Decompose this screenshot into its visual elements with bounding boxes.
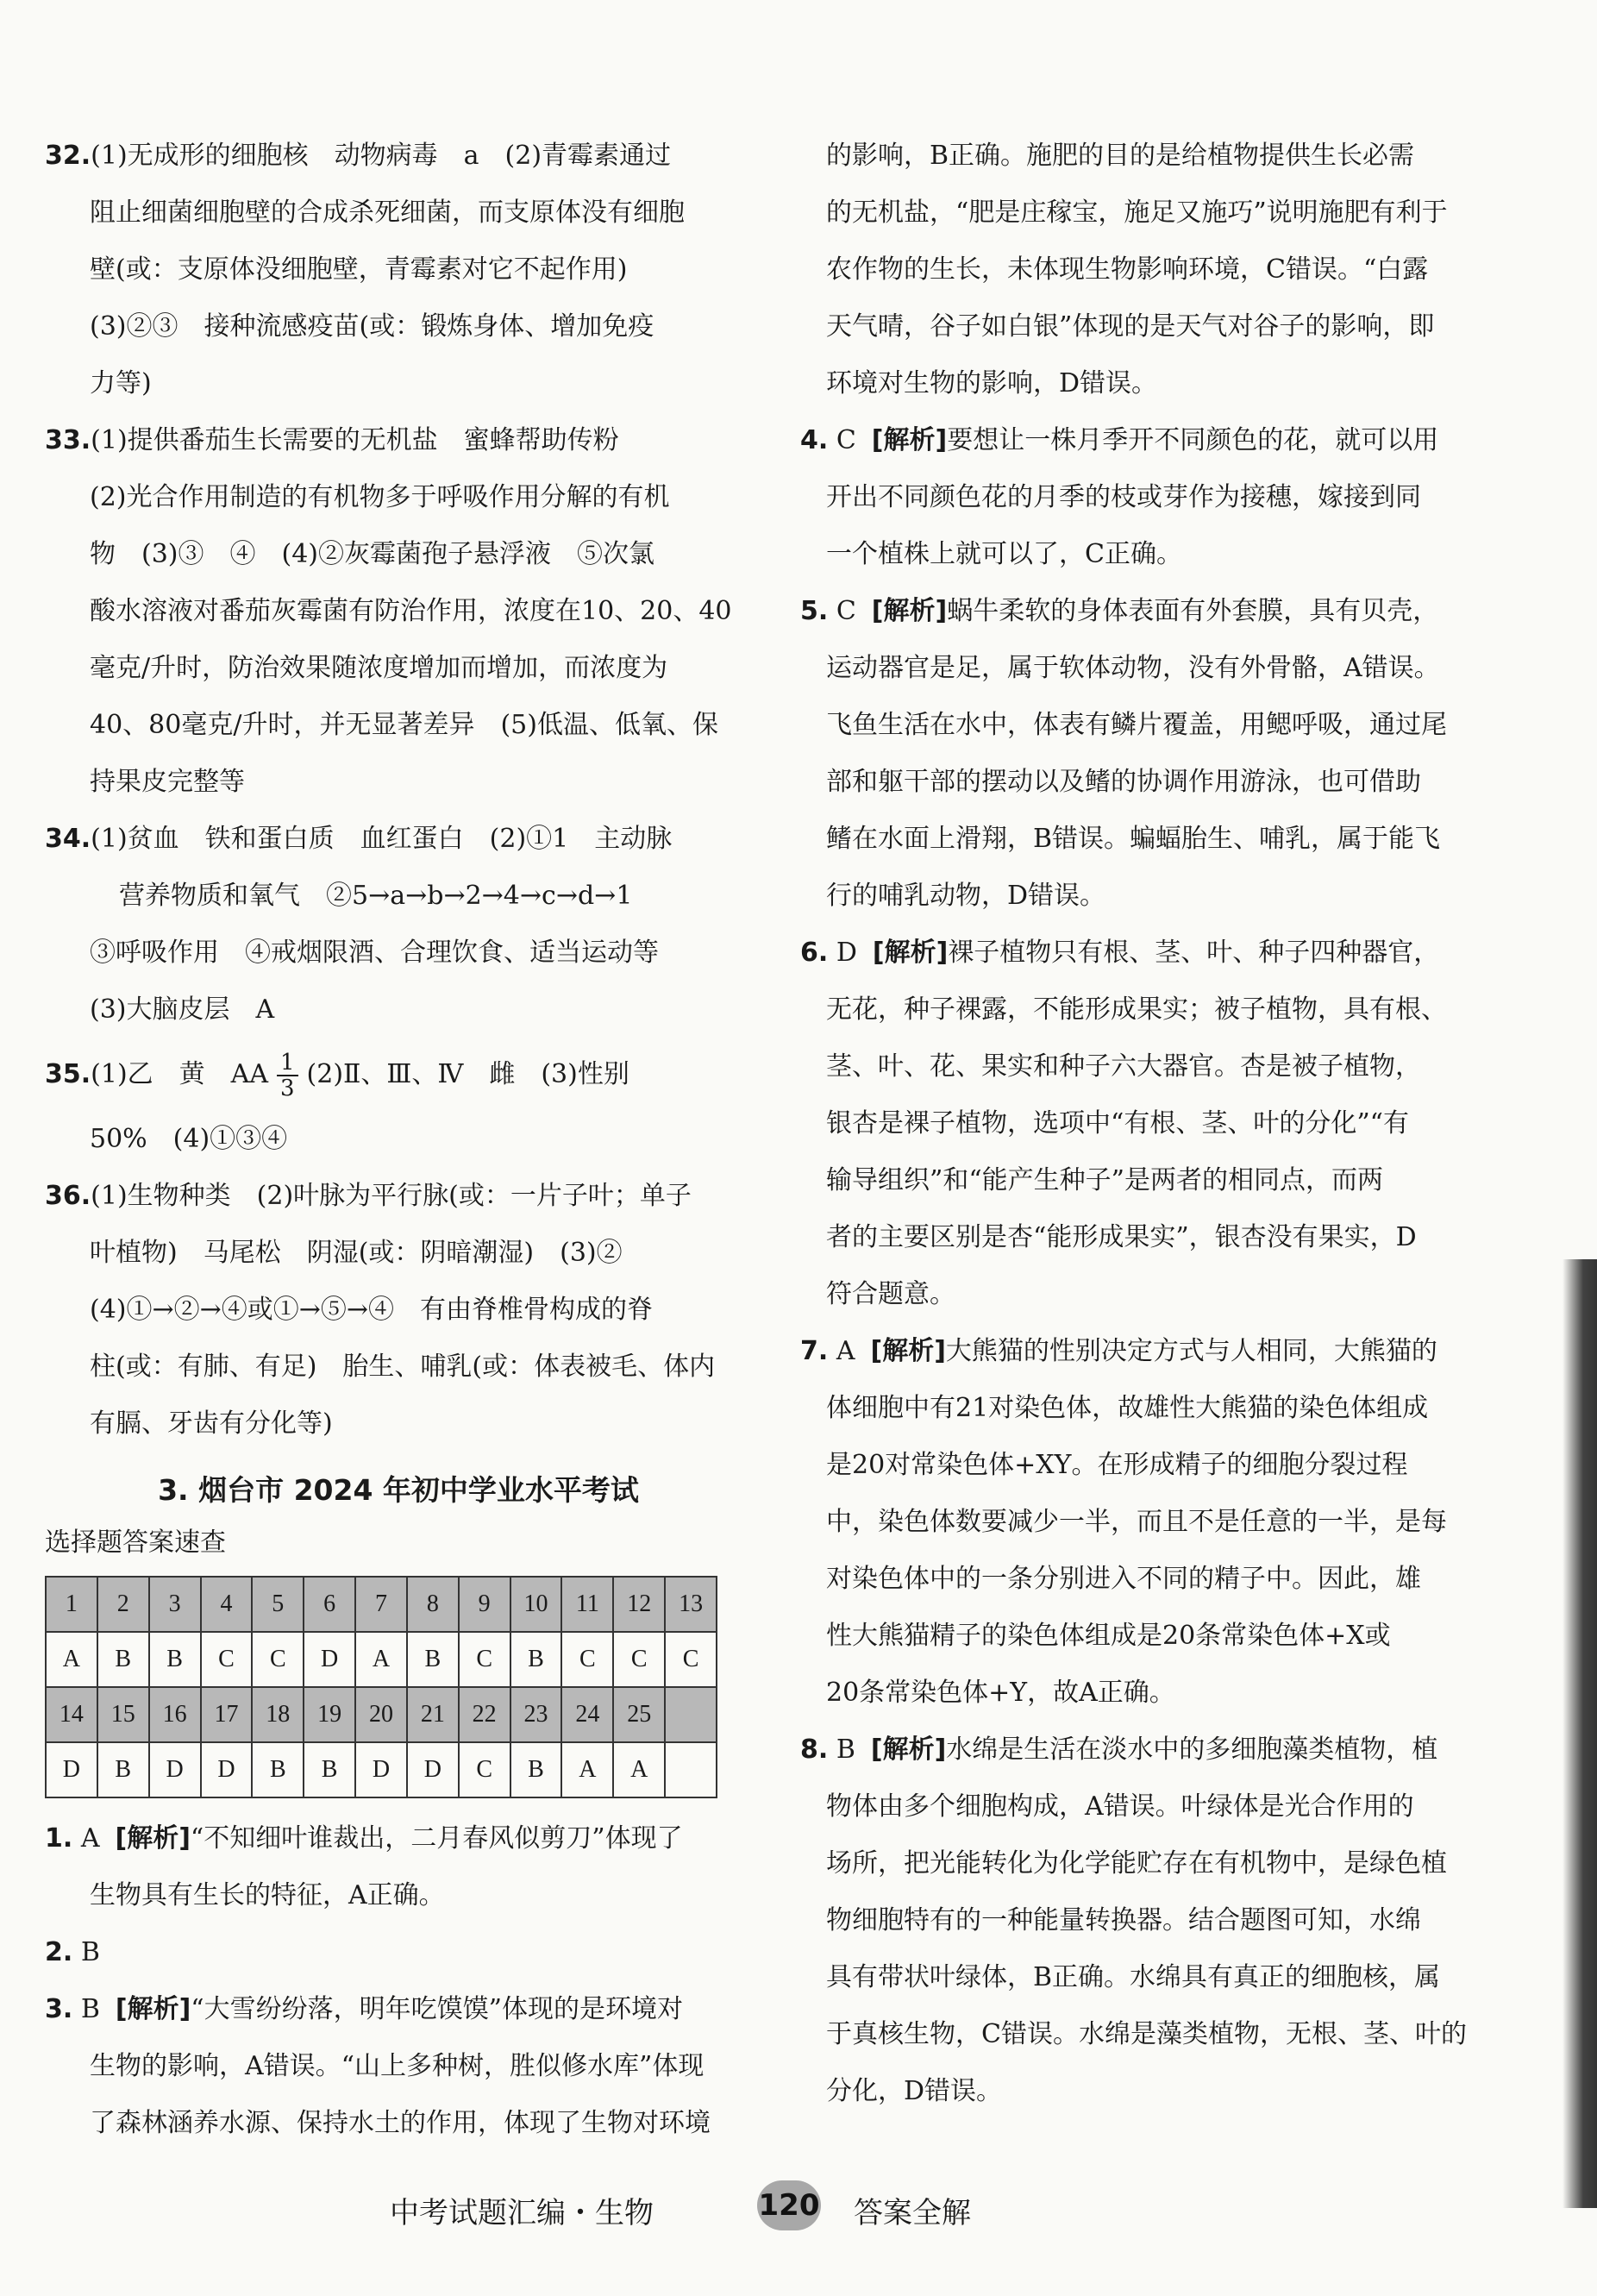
explanation-line: 无花，种子裸露，不能形成果实；被子植物，具有根、 xyxy=(826,994,1447,1025)
answer-32 xyxy=(45,128,752,412)
table-cell: C xyxy=(665,1632,717,1687)
table-cell: 7 xyxy=(355,1577,407,1632)
answer-line: 柱(或：有肺、有足) 胎生、哺乳(或：体表被毛、体内 xyxy=(90,1352,716,1382)
explanation-6 xyxy=(800,925,1507,1323)
explanation-line: 场所，把光能转化为化学能贮存在有机物中，是绿色植 xyxy=(826,1848,1447,1879)
explanation-line: 开出不同颜色花的月季的枝或芽作为接穗，嫁接到同 xyxy=(826,482,1421,512)
table-cell: 6 xyxy=(304,1577,355,1632)
explanation-line: 农作物的生长，未体现生物影响环境，C错误。“白露 xyxy=(826,254,1429,285)
table-cell: B xyxy=(510,1742,562,1797)
answer-line: (1)生物种类 (2)叶脉为平行脉(或：一片子叶；单子 xyxy=(91,1181,692,1211)
question-number: 6. xyxy=(800,938,829,968)
table-row xyxy=(46,1687,717,1742)
answer-line: (1)乙 黄 AA xyxy=(91,1059,268,1089)
table-cell: D xyxy=(407,1742,459,1797)
answer-line: 阻止细菌细胞壁的合成杀死细菌，而支原体没有细胞 xyxy=(90,198,685,228)
table-cell: D xyxy=(149,1742,201,1797)
table-cell: 24 xyxy=(561,1687,613,1742)
analysis-tag: [解析] xyxy=(872,938,949,968)
table-cell: 18 xyxy=(252,1687,304,1742)
answer-line: 50% (4)①③④ xyxy=(90,1124,288,1154)
table-cell: A xyxy=(355,1632,407,1687)
table-cell: 9 xyxy=(459,1577,510,1632)
table-cell: 3 xyxy=(149,1577,201,1632)
table-cell: C xyxy=(459,1632,510,1687)
explanation-1 xyxy=(45,1810,752,1924)
answer-line: (1)提供番茄生长需要的无机盐 蜜蜂帮助传粉 xyxy=(91,425,619,455)
analysis-tag: [解析] xyxy=(870,1735,947,1765)
section-title: 3. 烟台市 2024 年初中学业水平考试 xyxy=(158,1473,639,1507)
answer-line: 毫克/升时，防治效果随浓度增加而增加，而浓度为 xyxy=(90,653,668,683)
table-cell: 21 xyxy=(407,1687,459,1742)
answer-line: 叶植物) 马尾松 阴湿(或：阴暗潮湿) (3)② xyxy=(90,1238,623,1268)
page-edge-shadow xyxy=(1563,1259,1597,2208)
answer-table xyxy=(45,1576,717,1798)
table-cell: A xyxy=(613,1742,665,1797)
answer-line: 力等) xyxy=(90,368,152,398)
analysis-tag: [解析] xyxy=(115,1994,191,2024)
explanation-8 xyxy=(800,1722,1507,2120)
answer-choice: A xyxy=(80,1823,100,1854)
table-cell: C xyxy=(613,1632,665,1687)
explanation-line: 飞鱼生活在水中，体表有鳞片覆盖，用鳃呼吸，通过尾 xyxy=(826,710,1447,740)
footer-book-title: 中考试题汇编・生物 xyxy=(390,2196,654,2230)
answer-line: 壁(或：支原体没细胞壁，青霉素对它不起作用) xyxy=(90,254,628,285)
analysis-tag: [解析] xyxy=(871,425,948,455)
table-cell: C xyxy=(252,1632,304,1687)
table-cell: 10 xyxy=(510,1577,562,1632)
explanation-line: 要想让一株月季开不同颜色的花，就可以用 xyxy=(947,425,1439,455)
table-cell: D xyxy=(304,1632,355,1687)
explanation-line: 银杏是裸子植物，选项中“有根、茎、叶的分化”“有 xyxy=(826,1108,1410,1139)
table-cell: 15 xyxy=(97,1687,149,1742)
explanation-2 xyxy=(45,1924,752,1981)
answer-choice: B xyxy=(836,1735,855,1765)
explanation-line: 生物具有生长的特征，A正确。 xyxy=(90,1880,445,1910)
table-cell: 22 xyxy=(459,1687,510,1742)
fraction xyxy=(277,1051,298,1101)
explanation-line: 天气晴，谷子如白银”体现的是天气对谷子的影响，即 xyxy=(826,311,1435,342)
footer-section-label: 答案全解 xyxy=(854,2196,971,2230)
question-number: 2. xyxy=(45,1937,73,1967)
question-number: 32. xyxy=(45,141,91,171)
answer-line: 酸水溶液对番茄灰霉菌有防治作用，浓度在10、20、40 xyxy=(90,596,732,626)
table-cell: D xyxy=(355,1742,407,1797)
left-column xyxy=(45,128,752,2152)
answer-choice: C xyxy=(836,425,856,455)
question-number: 8. xyxy=(800,1735,829,1765)
explanation-line: 茎、叶、花、果实和种子六大器官。杏是被子植物， xyxy=(826,1051,1421,1082)
explanation-line: 蜗牛柔软的身体表面有外套膜，具有贝壳， xyxy=(947,596,1439,626)
explanation-line: 物细胞特有的一种能量转换器。结合题图可知，水绵 xyxy=(826,1905,1421,1935)
table-cell-empty xyxy=(665,1687,717,1742)
section-subtitle: 选择题答案速查 xyxy=(45,1528,226,1558)
explanation-line: “不知细叶谁裁出，二月春风似剪刀”体现了 xyxy=(190,1823,683,1854)
explanation-line: 物体由多个细胞构成，A错误。叶绿体是光合作用的 xyxy=(826,1791,1414,1822)
explanation-line: 的影响，B正确。施肥的目的是给植物提供生长必需 xyxy=(826,141,1415,171)
explanation-line: 者的主要区别是杏“能形成果实”，银杏没有果实，D xyxy=(826,1222,1417,1252)
answer-33 xyxy=(45,412,752,811)
analysis-tag: [解析] xyxy=(870,1336,946,1366)
explanation-line: 裸子植物只有根、茎、叶、种子四种器官， xyxy=(948,938,1440,968)
question-number: 5. xyxy=(800,596,829,626)
table-cell: B xyxy=(510,1632,562,1687)
table-cell: D xyxy=(46,1742,97,1797)
table-cell: 4 xyxy=(201,1577,253,1632)
table-cell: 25 xyxy=(613,1687,665,1742)
table-cell: B xyxy=(252,1742,304,1797)
table-cell: 11 xyxy=(561,1577,613,1632)
explanation-line: 是20对常染色体+XY。在形成精子的细胞分裂过程 xyxy=(826,1450,1408,1480)
answer-line: ③呼吸作用 ④戒烟限酒、合理饮食、适当运动等 xyxy=(90,938,659,968)
answer-choice: B xyxy=(80,1937,100,1967)
table-row xyxy=(46,1742,717,1797)
answer-34 xyxy=(45,811,752,1038)
answer-line: 持果皮完整等 xyxy=(90,767,245,797)
table-cell: C xyxy=(459,1742,510,1797)
explanation-line: 部和躯干部的摆动以及鳍的协调作用游泳，也可借助 xyxy=(826,767,1421,797)
explanation-3-continued xyxy=(826,128,1507,412)
answer-line: (1)贫血 铁和蛋白质 血红蛋白 (2)①1 主动脉 xyxy=(91,824,673,854)
explanation-line: 的无机盐，“肥是庄稼宝，施足又施巧”说明施肥有利于 xyxy=(826,198,1448,228)
explanation-line: 行的哺乳动物，D错误。 xyxy=(826,881,1106,911)
fraction-denominator: 3 xyxy=(279,1076,295,1101)
explanation-line: 对染色体中的一条分别进入不同的精子中。因此，雄 xyxy=(826,1564,1421,1594)
question-number: 3. xyxy=(45,1994,73,2024)
answer-line: (2)光合作用制造的有机物多于呼吸作用分解的有机 xyxy=(90,482,670,512)
table-cell: B xyxy=(407,1632,459,1687)
table-cell: 20 xyxy=(355,1687,407,1742)
question-number: 36. xyxy=(45,1181,91,1211)
table-cell: 1 xyxy=(46,1577,97,1632)
answer-choice: D xyxy=(836,938,857,968)
answer-line: (1)无成形的细胞核 动物病毒 a (2)青霉素通过 xyxy=(91,141,672,171)
explanation-line: 20条常染色体+Y，故A正确。 xyxy=(826,1678,1175,1708)
table-cell: 2 xyxy=(97,1577,149,1632)
table-cell: 12 xyxy=(613,1577,665,1632)
answer-line: 物 (3)③ ④ (4)②灰霉菌孢子悬浮液 ⑤次氯 xyxy=(90,539,654,569)
explanation-7 xyxy=(800,1323,1507,1722)
question-number: 1. xyxy=(45,1823,73,1854)
table-cell: 14 xyxy=(46,1687,97,1742)
table-cell: 5 xyxy=(252,1577,304,1632)
answer-line: (3)大脑皮层 A xyxy=(90,994,275,1025)
table-cell-empty xyxy=(665,1742,717,1797)
explanation-line: 生物的影响，A错误。“山上多种树，胜似修水库”体现 xyxy=(90,2051,705,2081)
explanation-line: 运动器官是足，属于软体动物，没有外骨骼，A错误。 xyxy=(826,653,1440,683)
table-row xyxy=(46,1632,717,1687)
explanation-3 xyxy=(45,1981,752,2152)
table-cell: C xyxy=(561,1632,613,1687)
question-number: 7. xyxy=(800,1336,829,1366)
answer-line: (3)②③ 接种流感疫苗(或：锻炼身体、增加免疫 xyxy=(90,311,654,342)
table-cell: B xyxy=(97,1742,149,1797)
question-number: 4. xyxy=(800,425,829,455)
table-cell: D xyxy=(201,1742,253,1797)
explanation-line: 中，染色体数要减少一半，而且不是任意的一半，是每 xyxy=(826,1507,1447,1537)
table-cell: 8 xyxy=(407,1577,459,1632)
explanation-line: 一个植株上就可以了，C正确。 xyxy=(826,539,1182,569)
page-number-badge: 120 xyxy=(757,2180,821,2230)
explanation-line: 于真核生物，C错误。水绵是藻类植物，无根、茎、叶的 xyxy=(826,2019,1467,2049)
table-cell: B xyxy=(304,1742,355,1797)
explanation-line: 输导组织”和“能产生种子”是两者的相同点，而两 xyxy=(826,1165,1384,1195)
page-footer xyxy=(0,2180,1597,2241)
fraction-numerator: 1 xyxy=(277,1051,298,1076)
table-cell: C xyxy=(201,1632,253,1687)
table-cell: B xyxy=(97,1632,149,1687)
table-row xyxy=(46,1577,717,1632)
explanation-line: 符合题意。 xyxy=(826,1279,955,1309)
question-number: 33. xyxy=(45,425,91,455)
table-cell: 19 xyxy=(304,1687,355,1742)
table-cell: 17 xyxy=(201,1687,253,1742)
answer-line: (4)①→②→④或①→⑤→④ 有由脊椎骨构成的脊 xyxy=(90,1295,654,1325)
table-cell: A xyxy=(561,1742,613,1797)
explanation-line: 性大熊猫精子的染色体组成是20条常染色体+X或 xyxy=(826,1621,1391,1651)
answer-choice: B xyxy=(80,1994,100,2024)
table-cell: A xyxy=(46,1632,97,1687)
explanation-line: 了森林涵养水源、保持水土的作用，体现了生物对环境 xyxy=(90,2108,711,2138)
answer-line: 营养物质和氧气 ②5→a→b→2→4→c→d→1 xyxy=(119,881,633,911)
explanation-line: 分化，D错误。 xyxy=(826,2076,1003,2106)
explanation-4 xyxy=(800,412,1507,583)
analysis-tag: [解析] xyxy=(115,1823,191,1854)
answer-choice: A xyxy=(836,1336,855,1366)
table-cell: 23 xyxy=(510,1687,562,1742)
answer-36 xyxy=(45,1168,752,1452)
answer-line: 有膈、牙齿有分化等) xyxy=(90,1408,333,1439)
table-cell: 13 xyxy=(665,1577,717,1632)
question-number: 34. xyxy=(45,824,91,854)
explanation-line: 大熊猫的性别决定方式与人相同，大熊猫的 xyxy=(945,1336,1437,1366)
question-number: 35. xyxy=(45,1059,91,1089)
right-column xyxy=(800,128,1507,2120)
explanation-line: 环境对生物的影响，D错误。 xyxy=(826,368,1158,398)
table-cell: 16 xyxy=(149,1687,201,1742)
explanation-5 xyxy=(800,583,1507,925)
answer-line: 40、80毫克/升时，并无显著差异 (5)低温、低氧、保 xyxy=(90,710,718,740)
explanation-line: 具有带状叶绿体，B正确。水绵具有真正的细胞核，属 xyxy=(826,1962,1441,1992)
explanation-line: “大雪纷纷落，明年吃馍馍”体现的是环境对 xyxy=(191,1994,683,2024)
answer-line: (2)Ⅱ、Ⅲ、Ⅳ 雌 (3)性别 xyxy=(306,1059,629,1089)
table-cell: B xyxy=(149,1632,201,1687)
answer-choice: C xyxy=(836,596,856,626)
explanation-line: 体细胞中有21对染色体，故雄性大熊猫的染色体组成 xyxy=(826,1393,1429,1423)
explanation-line: 水绵是生活在淡水中的多细胞藻类植物，植 xyxy=(946,1735,1438,1765)
explanation-line: 鳍在水面上滑翔，B错误。蝙蝠胎生、哺乳，属于能飞 xyxy=(826,824,1441,854)
answer-35 xyxy=(45,1038,752,1168)
analysis-tag: [解析] xyxy=(871,596,948,626)
